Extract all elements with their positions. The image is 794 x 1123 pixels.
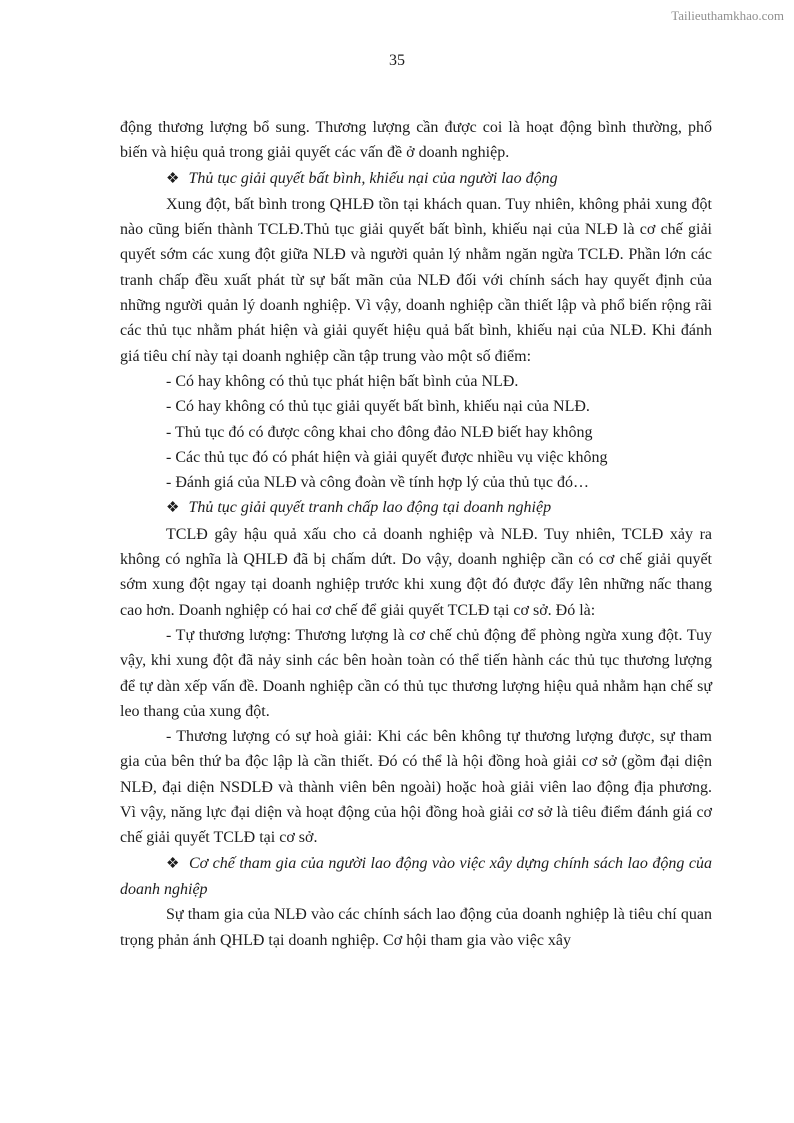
list-item: - Các thủ tục đó có phát hiện và giải quyết được nhiều vụ việc không (166, 448, 608, 466)
section-heading-text: Cơ chế tham gia của người lao động vào việc xây dựng chính sách lao động của doanh nghiệp (120, 854, 712, 898)
section-heading (120, 166, 712, 192)
paragraph: TCLĐ gây hậu quả xấu cho cả doanh nghiệp và NLĐ. Tuy nhiên, TCLĐ xảy ra không có nghĩa là QHLĐ đã bị chấm dứt. Do vậy, doanh nghiệp cần có cơ chế giải quyết sớm xung đột ngay tại doanh nghiệp trước khi xung đột đó được đẩy lên những nấc thang cao hơn. Doanh nghiệp có hai cơ chế để giải quyết TCLĐ tại cơ sở. Đó là: (120, 525, 712, 619)
paragraph: - Tự thương lượng: Thương lượng là cơ chế chủ động để phòng ngừa xung đột. Tuy vậy, khi xung đột đã nảy sinh các bên hoàn toàn có thể tiến hành các thủ tục thương lượng để tự dàn xếp vấn đề. Doanh nghiệp cần có thủ tục thương lượng hiệu quả nhằm hạn chế sự leo thang của xung đột. (120, 626, 712, 720)
paragraph: Sự tham gia của NLĐ vào các chính sách lao động của doanh nghiệp là tiêu chí quan trọng phản ánh QHLĐ tại doanh nghiệp. Cơ hội tham gia vào việc xây (120, 906, 712, 949)
page-number: 35 (389, 52, 405, 69)
diamond-bullet-icon: ❖ (166, 855, 180, 872)
watermark-text: Tailieuthamkhao.com (671, 8, 784, 23)
list-item: - Có hay không có thủ tục giải quyết bất bình, khiếu nại của NLĐ. (166, 398, 590, 416)
diamond-bullet-icon: ❖ (166, 500, 180, 517)
section-heading-text: Thủ tục giải quyết tranh chấp lao động tại doanh nghiệp (188, 499, 552, 517)
section-heading (120, 851, 712, 903)
paragraph: động thương lượng bổ sung. Thương lượng cần được coi là hoạt động bình thường, phổ biến và hiệu quả trong giải quyết các vấn đề ở doanh nghiệp. (120, 119, 712, 162)
list-item: - Thủ tục đó có được công khai cho đông đảo NLĐ biết hay không (166, 423, 593, 441)
document-body (120, 115, 712, 953)
section-heading-text: Thủ tục giải quyết bất bình, khiếu nại của người lao động (188, 169, 558, 187)
paragraph: - Thương lượng có sự hoà giải: Khi các bên không tự thương lượng được, sự tham gia của bên thứ ba độc lập là cần thiết. Đó có thể là hội đồng hoà giải cơ sở (gồm đại diện NLĐ, đại diện NSDLĐ và thành viên bên ngoài) hoặc hoà giải viên lao động địa phương. Vì vậy, năng lực đại diện và hoạt động của hội đồng hoà giải cơ sở là tiêu điểm đánh giá cơ chế giải quyết TCLĐ tại cơ sở. (120, 728, 712, 847)
section-heading (120, 495, 712, 521)
list-item: - Đánh giá của NLĐ và công đoàn về tính hợp lý của thủ tục đó… (166, 474, 590, 492)
list-item: - Có hay không có thủ tục phát hiện bất bình của NLĐ. (166, 372, 519, 390)
paragraph: Xung đột, bất bình trong QHLĐ tồn tại khách quan. Tuy nhiên, không phải xung đột nào cũng biến thành TCLĐ.Thủ tục giải quyết bất bình, khiếu nại của NLĐ là cơ chế giải quyết sớm các xung đột giữa NLĐ và người quản lý nhằm ngăn ngừa TCLĐ. Phần lớn các tranh chấp đều xuất phát từ sự bất mãn của NLĐ đối với chính sách hay quyết định của những người quản lý doanh nghiệp. Vì vậy, doanh nghiệp cần thiết lập và phổ biến rộng rãi các thủ tục nhằm phát hiện và giải quyết hiệu quả bất bình, khiếu nại của NLĐ. Khi đánh giá tiêu chí này tại doanh nghiệp cần tập trung vào một số điểm: (120, 195, 712, 365)
diamond-bullet-icon: ❖ (166, 170, 180, 187)
